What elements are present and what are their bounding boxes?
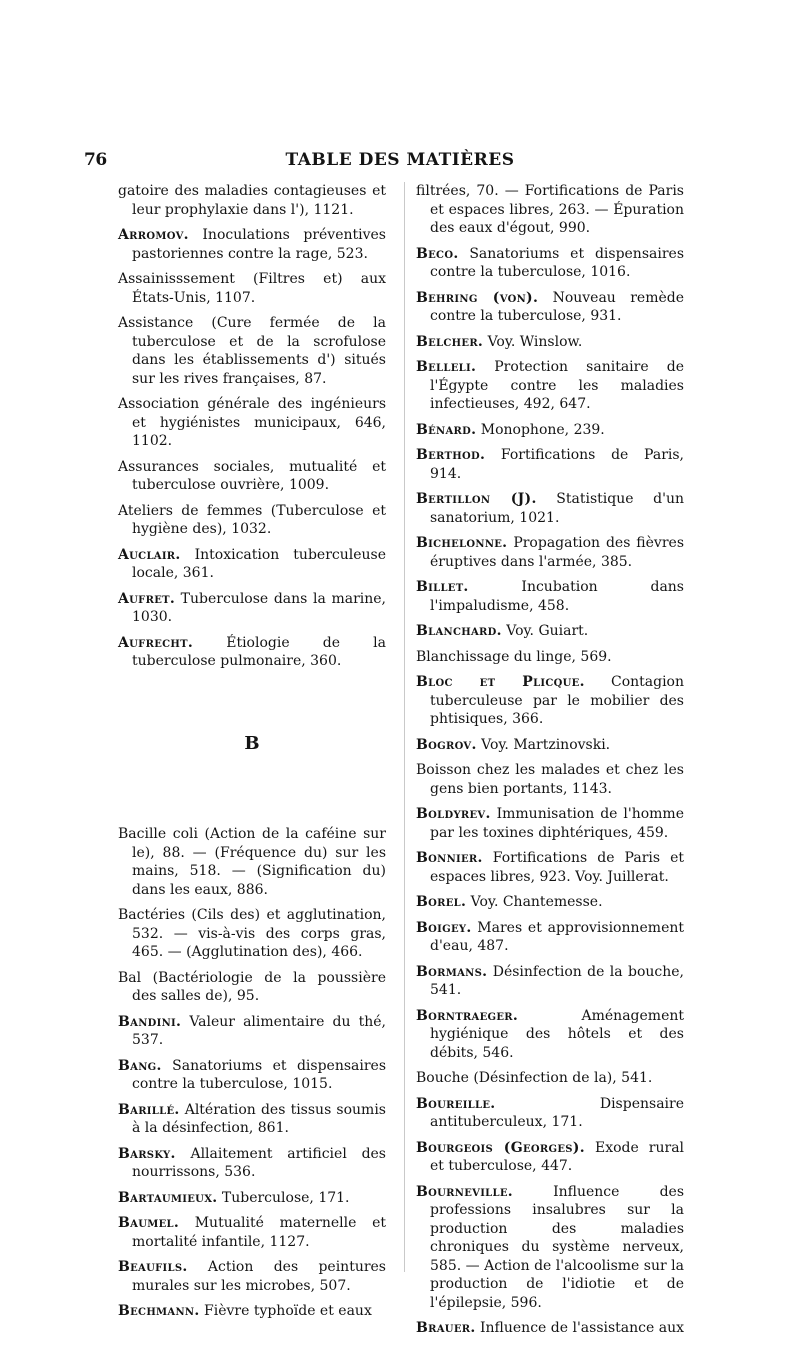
entry-author: Beco.: [416, 245, 459, 262]
entry-text: Assurances sociales, mutualité et tuberculose ouvrière, 1009.: [118, 458, 386, 493]
entry-text: Monophone, 239.: [480, 421, 605, 438]
index-entry: [416, 622, 684, 641]
index-entry: [416, 919, 684, 956]
left-entries-after: [118, 825, 386, 1321]
entry-text: Étiologie de la tuberculose pulmonaire, 360.: [132, 634, 387, 669]
index-entry: [416, 534, 684, 571]
entry-author: Baumel.: [118, 1215, 180, 1231]
entry-text: Désinfection de la bouche, 541.: [430, 963, 684, 998]
entry-text: Fortifications de Paris, 914.: [430, 447, 684, 482]
entry-text: Fièvre typhoïde et eaux: [204, 1303, 372, 1319]
index-entry: [416, 1095, 684, 1132]
entry-author: Aufrecht.: [118, 634, 194, 651]
entry-text: filtrées, 70. — Fortifications de Paris et espaces libres, 263. — Épuration des eaux d'égout, 990.: [416, 183, 684, 236]
index-entry: [416, 245, 684, 282]
entry-author: Aufret.: [118, 590, 176, 607]
index-entry: [416, 761, 684, 798]
entry-text: Protection sanitaire de l'Égypte contre les maladies infectieuses, 492, 647.: [430, 359, 684, 412]
entry-author: Borntraeger.: [416, 1007, 519, 1024]
right-column: [416, 182, 684, 1345]
entry-author: Bechmann.: [118, 1303, 200, 1319]
index-entry: [416, 1007, 684, 1063]
entry-text: Immunisation de l'homme par les toxines diphtériques, 459.: [430, 806, 684, 841]
entry-text: Influence de l'assistance aux: [479, 1320, 684, 1336]
entry-author: Berthod.: [416, 447, 486, 463]
entry-text: Bacille coli (Action de la caféine sur le), 88. — (Fréquence du) sur les mains, 518. — (Signification du) dans les eaux, 886.: [118, 826, 386, 898]
left-entries-before: [118, 182, 386, 671]
entry-author: Borel.: [416, 894, 467, 910]
left-column: [118, 182, 386, 1328]
entry-author: Bénard.: [416, 421, 477, 438]
index-entry: [416, 673, 684, 729]
index-entry: [416, 893, 684, 912]
entry-text: Sanatoriums et dispensaires contre la tuberculose, 1015.: [132, 1057, 387, 1092]
entry-text: Fortifications de Paris et espaces libres, 923. Voy. Juillerat.: [430, 850, 685, 885]
entry-author: Belcher.: [416, 333, 484, 350]
entry-author: Bormans.: [416, 963, 488, 980]
entry-text: Assistance (Cure fermée de la tuberculose et de la scrofulose dans les établissements d') situés sur les rives françaises, 87.: [118, 315, 386, 387]
entry-text: Aménagement hygiénique des hôtels et des débits, 546.: [430, 1007, 684, 1061]
index-entry: [118, 1302, 386, 1321]
entry-author: Bang.: [118, 1057, 162, 1074]
index-entry: [416, 421, 684, 440]
entry-text: Assainisssement (Filtres et) aux États-Unis, 1107.: [118, 271, 386, 306]
entry-text: Voy. Martzinovski.: [481, 736, 611, 753]
entry-text: Valeur alimentaire du thé, 537.: [132, 1013, 386, 1048]
index-entry: [118, 906, 386, 962]
entry-text: Association générale des ingénieurs et hygiénistes municipaux, 646, 1102.: [118, 396, 386, 449]
index-entry: [118, 226, 386, 263]
index-entry: [416, 963, 684, 1000]
entry-text: Ateliers de femmes (Tuberculose et hygiène des), 1032.: [118, 502, 386, 537]
index-entry: [118, 395, 386, 451]
index-entry: [416, 358, 684, 414]
index-entry: [416, 289, 684, 326]
entry-text: Nouveau remède contre la tuberculose, 931.: [430, 289, 684, 324]
entry-author: Billet.: [416, 579, 469, 595]
index-entry: [118, 1145, 386, 1182]
entry-author: Barsky.: [118, 1145, 176, 1162]
entry-author: Belleli.: [416, 359, 477, 375]
index-entry: [416, 1183, 684, 1313]
index-entry: [416, 490, 684, 527]
index-entry: [416, 805, 684, 842]
index-entry: [118, 458, 386, 495]
index-entry: [118, 634, 386, 671]
index-entry: [118, 969, 386, 1006]
entry-text: Mutualité maternelle et mortalité infantile, 1127.: [132, 1215, 386, 1250]
entry-author: Boldyrev.: [416, 806, 491, 822]
entry-author: Bichelonne.: [416, 535, 508, 551]
entry-text: Voy. Winslow.: [487, 333, 583, 350]
index-entry: [416, 578, 684, 615]
entry-text: Action des peintures murales sur les microbes, 507.: [132, 1259, 386, 1294]
entry-author: Brauer.: [416, 1320, 476, 1336]
entry-author: Bartaumieux.: [118, 1189, 218, 1206]
entry-author: Bandini.: [118, 1013, 182, 1030]
entry-text: Intoxication tuberculeuse locale, 361.: [132, 546, 386, 581]
section-letter: B: [244, 732, 260, 754]
entry-text: Mares et approvisionnement d'eau, 487.: [430, 919, 685, 954]
index-entry: [118, 1258, 386, 1295]
index-entry: [416, 849, 684, 886]
entry-author: Auclair.: [118, 546, 181, 563]
running-title: TABLE DES MATIÈRES: [285, 150, 515, 170]
index-entry: [118, 825, 386, 899]
index-entry: [118, 1057, 386, 1094]
entry-text: Sanatoriums et dispensaires contre la tuberculose, 1016.: [430, 245, 684, 280]
index-entry: [118, 1013, 386, 1050]
index-entry: [118, 1189, 386, 1208]
index-entry: [416, 736, 684, 755]
entry-author: Boureille.: [416, 1095, 496, 1112]
index-entry: [118, 314, 386, 388]
entry-text: Tuberculose dans la marine, 1030.: [132, 590, 386, 625]
index-entry: [416, 1319, 684, 1338]
index-entry: [118, 270, 386, 307]
entry-author: Beaufils.: [118, 1259, 188, 1275]
index-entry: [118, 546, 386, 583]
index-entry: [118, 1101, 386, 1138]
entry-text: Contagion tuberculeuse par le mobilier des phtisiques, 366.: [430, 674, 684, 727]
entry-text: Inoculations préventives pastoriennes contre la rage, 523.: [132, 227, 386, 262]
entry-author: Boigey.: [416, 919, 472, 936]
entry-author: Bogrov.: [416, 736, 477, 753]
page-number: 76: [84, 150, 107, 170]
index-entry: [416, 1139, 684, 1176]
entry-author: Bonnier.: [416, 850, 483, 866]
index-entry: [118, 502, 386, 539]
entry-author: Barillé.: [118, 1101, 180, 1118]
column-divider: [404, 182, 405, 1272]
entry-text: Influence des professions insalubres sur la production des maladies chroniques du système nerveux, 585. — Action de l'alcoolisme sur la production de l'idiotie et de l'épilepsie, 596.: [430, 1183, 684, 1311]
entry-author: Behring (von).: [416, 289, 539, 306]
entry-text: Bal (Bactériologie de la poussière des salles de), 95.: [118, 969, 386, 1004]
entry-author: Bertillon (J).: [416, 491, 537, 507]
index-entry: [416, 333, 684, 352]
entry-text: Dispensaire antituberculeux, 171.: [430, 1095, 684, 1130]
entry-text: Altération des tissus soumis à la désinfection, 861.: [132, 1101, 386, 1136]
index-entry: [416, 648, 684, 667]
entry-text: Voy. Chantemesse.: [470, 894, 603, 910]
index-entry: [118, 590, 386, 627]
entry-author: Arromov.: [118, 227, 189, 243]
entry-text: Exode rural et tuberculose, 447.: [430, 1139, 685, 1174]
entry-author: Blanchard.: [416, 623, 502, 639]
entry-text: Boisson chez les malades et chez les gens bien portants, 1143.: [416, 762, 684, 797]
entry-text: Tuberculose, 171.: [221, 1189, 350, 1206]
entry-author: Bourneville.: [416, 1183, 513, 1200]
entry-text: Bouche (Désinfection de la), 541.: [416, 1070, 653, 1086]
index-entry: [416, 446, 684, 483]
index-entry: [118, 1214, 386, 1251]
entry-text: Blanchissage du linge, 569.: [416, 648, 612, 665]
right-entries: [416, 182, 684, 1338]
entry-text: Statistique d'un sanatorium, 1021.: [430, 491, 685, 526]
entry-author: Bloc et Plicque.: [416, 674, 585, 690]
entry-text: Incubation dans l'impaludisme, 458.: [430, 579, 684, 614]
index-entry: [118, 182, 386, 219]
entry-text: gatoire des maladies contagieuses et leur prophylaxie dans l'), 1121.: [118, 183, 386, 218]
index-entry: [416, 182, 684, 238]
entry-text: Allaitement artificiel des nourrissons, 536.: [132, 1145, 386, 1180]
index-entry: [416, 1069, 684, 1088]
entry-text: Voy. Guiart.: [506, 623, 589, 639]
entry-author: Bourgeois (Georges).: [416, 1139, 585, 1156]
entry-text: Bactéries (Cils des) et agglutination, 532. — vis-à-vis des corps gras, 465. — (Agglutination des), 466.: [118, 907, 386, 960]
entry-text: Propagation des fièvres éruptives dans l'armée, 385.: [430, 535, 685, 570]
